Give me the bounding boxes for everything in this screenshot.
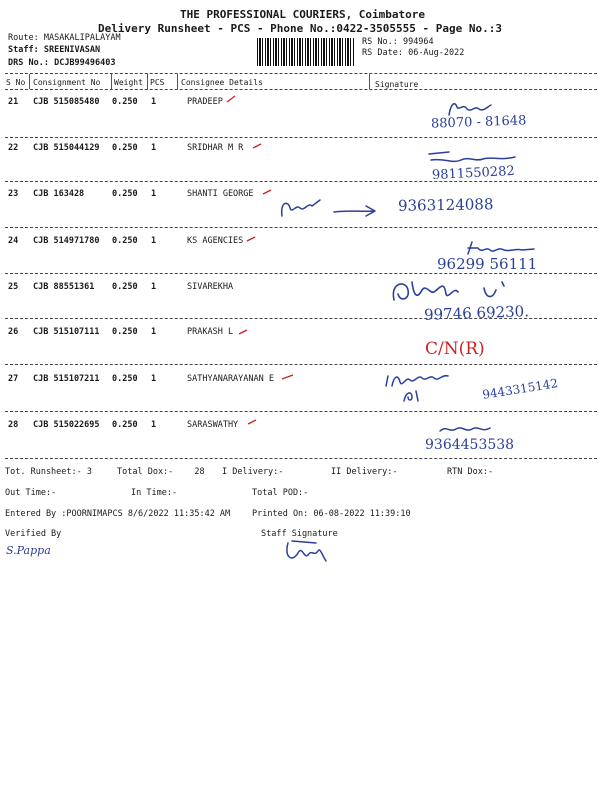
row-sno: 28 xyxy=(8,420,19,430)
row-consignment: CJB 515107211 xyxy=(33,374,100,384)
staff-label: Staff: xyxy=(8,45,39,55)
row-weight: 0.250 xyxy=(112,374,138,384)
row-sno: 21 xyxy=(8,97,19,107)
divider xyxy=(5,89,597,90)
row-pcs: 1 xyxy=(151,143,157,153)
red-tick-mark xyxy=(262,187,274,197)
staff-field xyxy=(8,45,100,55)
handwritten-note: 9363124088 xyxy=(397,195,494,215)
in-time: In Time:- xyxy=(131,488,178,498)
handwritten-note: 9443315142 xyxy=(481,376,559,402)
row-sno: 27 xyxy=(8,374,19,384)
signature-scribble xyxy=(436,421,496,437)
row-consignee: SATHYANARAYANAN E xyxy=(187,374,274,384)
total-pod: Total POD:- xyxy=(252,488,309,498)
red-tick-mark xyxy=(247,417,259,427)
rs-date-value: 06-Aug-2022 xyxy=(408,48,465,58)
staff-value: SREENIVASAN xyxy=(43,45,101,55)
handwritten-note: C/N(R) xyxy=(425,339,485,359)
rs-no-label: RS No.: xyxy=(362,37,398,47)
row-weight: 0.250 xyxy=(112,327,138,337)
row-sno: 22 xyxy=(8,143,19,153)
company-name: THE PROFESSIONAL COURIERS, Coimbatore xyxy=(180,8,426,21)
column-divider xyxy=(177,74,178,89)
drs-field xyxy=(8,58,116,68)
red-tick-mark xyxy=(252,141,264,151)
row-pcs: 1 xyxy=(151,97,157,107)
column-divider xyxy=(29,74,30,89)
row-consignment: CJB 515107111 xyxy=(33,327,100,337)
divider xyxy=(5,73,597,74)
col-header-sno: S No xyxy=(6,78,26,87)
column-divider xyxy=(111,74,112,89)
row-consignment: CJB 163428 xyxy=(33,189,85,199)
red-tick-mark xyxy=(246,234,258,244)
divider xyxy=(5,364,597,365)
row-consignee: PRADEEP xyxy=(187,97,223,107)
red-tick-mark xyxy=(281,372,295,382)
col-header-consignment: Consignment No xyxy=(33,78,101,87)
runsheet-subtitle: Delivery Runsheet - PCS - Phone No.:0422-3505555 - Page No.:3 xyxy=(98,22,502,35)
row-sno: 25 xyxy=(8,282,19,292)
ii-delivery: II Delivery:- xyxy=(331,467,398,477)
row-weight: 0.250 xyxy=(112,189,138,199)
row-consignee: SIVAREKHA xyxy=(187,282,234,292)
row-pcs: 1 xyxy=(151,374,157,384)
drs-label: DRS No.: xyxy=(8,58,49,68)
row-consignee: SRIDHAR M R xyxy=(187,143,244,153)
signature-scribble xyxy=(276,196,324,220)
row-consignee: KS AGENCIES xyxy=(187,236,244,246)
total-dox-label: Total Dox:- xyxy=(117,467,174,477)
row-weight: 0.250 xyxy=(112,236,138,246)
row-sno: 23 xyxy=(8,189,19,199)
total-dox-field xyxy=(117,467,205,477)
handwritten-note: 96299 56111 xyxy=(437,255,538,273)
staff-signature-scribble xyxy=(282,537,330,567)
divider xyxy=(5,137,597,138)
handwritten-note: 9364453538 xyxy=(425,437,515,453)
i-delivery: I Delivery:- xyxy=(222,467,284,477)
arrow-mark xyxy=(330,203,380,219)
rs-date-field xyxy=(362,48,464,58)
row-weight: 0.250 xyxy=(112,282,138,292)
entered-by: Entered By :POORNIMAPCS 8/6/2022 11:35:42 AM xyxy=(5,509,231,519)
signature-scribble xyxy=(400,387,424,405)
divider xyxy=(5,227,597,228)
divider xyxy=(5,273,597,274)
col-header-signature: Signature xyxy=(375,80,419,89)
divider xyxy=(5,458,597,459)
row-sno: 24 xyxy=(8,236,19,246)
column-divider xyxy=(147,74,148,89)
row-pcs: 1 xyxy=(151,236,157,246)
row-pcs: 1 xyxy=(151,327,157,337)
red-tick-mark xyxy=(238,327,250,337)
handwritten-note: 9811550282 xyxy=(431,163,516,184)
row-consignment: CJB 515085480 xyxy=(33,97,100,107)
signature-scribble xyxy=(388,276,528,306)
row-consignment: CJB 515022695 xyxy=(33,420,100,430)
rs-no-value: 994964 xyxy=(402,37,434,47)
row-consignee: SHANTI GEORGE xyxy=(187,189,254,199)
route-label: Route: xyxy=(8,33,39,43)
staff-signature-label: Staff Signature xyxy=(261,529,338,539)
row-consignee: SARASWATHY xyxy=(187,420,239,430)
rs-date-label: RS Date: xyxy=(362,48,403,58)
verified-by-label: Verified By xyxy=(5,529,62,539)
route-field xyxy=(8,33,121,43)
rtn-dox: RTN Dox:- xyxy=(447,467,494,477)
out-time: Out Time:- xyxy=(5,488,57,498)
verified-signature: S.Pappa xyxy=(6,544,51,557)
rs-no-field xyxy=(362,37,434,47)
col-header-pcs: PCS xyxy=(150,78,165,87)
total-dox-value: 28 xyxy=(194,467,205,477)
row-pcs: 1 xyxy=(151,420,157,430)
divider xyxy=(5,181,597,182)
drs-value: DCJB99496403 xyxy=(54,58,116,68)
handwritten-note: 99746 69230. xyxy=(423,302,530,324)
column-divider xyxy=(369,74,370,89)
row-consignment: CJB 88551361 xyxy=(33,282,95,292)
row-weight: 0.250 xyxy=(112,97,138,107)
red-tick-mark xyxy=(226,94,238,104)
col-header-consignee: Consignee Details xyxy=(181,78,263,87)
row-consignment: CJB 514971780 xyxy=(33,236,100,246)
handwritten-note: 88070 - 81648 xyxy=(430,113,527,132)
total-runsheet: Tot. Runsheet:- 3 xyxy=(5,467,92,477)
route-value: MASAKALIPALAYAM xyxy=(43,33,121,43)
printed-on: Printed On: 06-08-2022 11:39:10 xyxy=(252,509,411,519)
barcode xyxy=(257,38,354,66)
divider xyxy=(5,411,597,412)
row-weight: 0.250 xyxy=(112,143,138,153)
row-consignment: CJB 515044129 xyxy=(33,143,100,153)
row-sno: 26 xyxy=(8,327,19,337)
col-header-weight: Weight xyxy=(114,78,143,87)
row-pcs: 1 xyxy=(151,282,157,292)
row-pcs: 1 xyxy=(151,189,157,199)
row-consignee: PRAKASH L xyxy=(187,327,234,337)
row-weight: 0.250 xyxy=(112,420,138,430)
